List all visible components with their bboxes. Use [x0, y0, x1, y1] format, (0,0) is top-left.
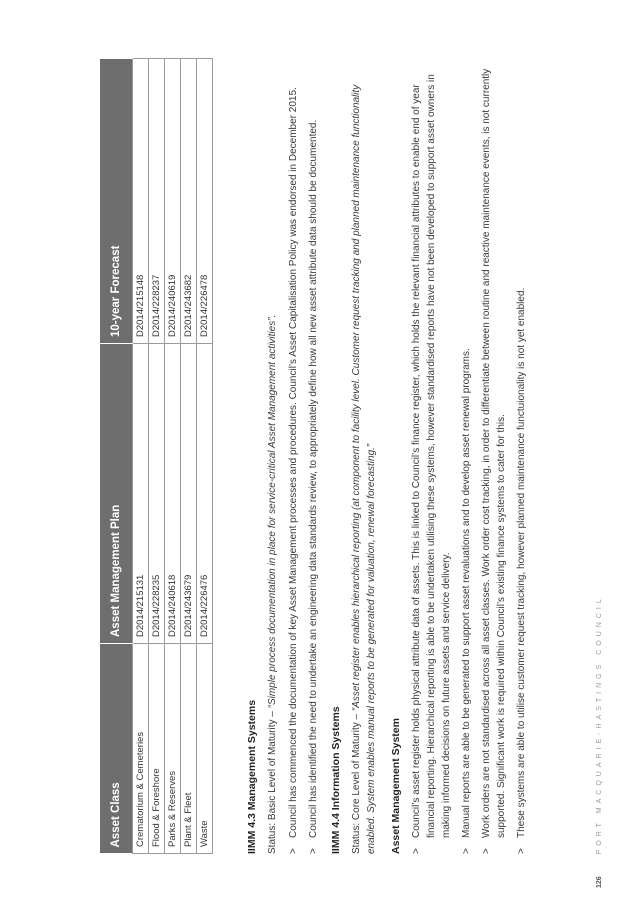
table-row — [149, 59, 165, 854]
cell-asset-class: Plant & Fleet — [181, 644, 197, 854]
cell-asset-class: Waste — [197, 644, 213, 854]
body-content — [245, 54, 537, 854]
cell-forecast-ref: D2014/243682 — [181, 59, 197, 344]
subsection-heading: Asset Management System — [390, 718, 402, 854]
table-row — [197, 59, 213, 854]
table-row — [165, 59, 181, 854]
bullet-item — [306, 54, 321, 854]
cell-forecast-ref: D2014/215148 — [133, 59, 149, 344]
section-information-systems — [329, 54, 529, 854]
column-header-asset-class: Asset Class — [100, 644, 133, 854]
cell-plan-ref: D2014/226476 — [197, 344, 213, 644]
bullet-marker: > — [411, 848, 422, 854]
bullet-item — [479, 54, 509, 854]
bullet-marker: > — [516, 848, 527, 854]
bullet-text: These systems are able to utilise customer request tracking, however planned maintenance functuionality is not yet enabled. — [516, 287, 527, 838]
column-header-asset-management-plan: Asset Management Plan — [100, 344, 133, 644]
column-header-forecast: 10-year Forecast — [100, 59, 133, 344]
cell-forecast-ref: D2014/228237 — [149, 59, 165, 344]
section-heading: IIMM 4.4 Information Systems — [330, 706, 342, 854]
bullet-text: Work orders are not standardised across all asset classes. Work order cost tracking, in order to differentiate between routine and reactive maintenance events, is not currently supported. Significant work is required within Council’s existing finance systems to cater for this. — [481, 68, 507, 838]
status-quote: “Simple process documentation in place for service-critical Asset Management activities”. — [267, 314, 278, 709]
bullet-text: Council’s asset register holds physical attribute data of assets. This is linked to Council’s finance register, which holds the relevant financial attributes to enable end of year financial reporting. Hierarchical reporting is able to be undertaken utilising these systems, however standardised reports have not been developed to support asset owners in making informed decisions on future assets and service delivery. — [411, 74, 452, 838]
section-heading: IIMM 4.3 Management Systems — [246, 699, 258, 854]
cell-asset-class: Crematorium & Cemeteries — [133, 644, 149, 854]
cell-plan-ref: D2014/215131 — [133, 344, 149, 644]
table-row — [181, 59, 197, 854]
table-header-row — [100, 59, 133, 854]
bullet-text: Council has identified the need to undertake an engineering data standards review, to appropriately define how all new asset attribute data should be documented. — [308, 119, 319, 838]
bullet-marker: > — [308, 848, 319, 854]
section-management-systems — [245, 54, 321, 854]
bullet-item — [286, 54, 301, 854]
cell-asset-class: Flood & Foreshore — [149, 644, 165, 854]
page-number: 126 — [596, 876, 603, 888]
bullet-text: Manual reports are able to be generated to support asset revaluations and to develop asset renewal programs. — [461, 348, 472, 838]
status-prefix: Status: Core Level of Maturity – — [351, 711, 362, 854]
cell-plan-ref: D2014/243679 — [181, 344, 197, 644]
status-prefix: Status: Basic Level of Maturity – — [267, 708, 278, 854]
cell-forecast-ref: D2014/226478 — [197, 59, 213, 344]
bullet-item — [459, 54, 474, 854]
page-footer — [596, 8, 603, 888]
bullet-marker: > — [461, 848, 472, 854]
asset-plan-table — [100, 58, 213, 854]
footer-council-name: PORT MACQUARIE-HASTINGS COUNCIL — [596, 595, 603, 855]
bullet-item — [409, 54, 454, 854]
cell-forecast-ref: D2014/240619 — [165, 59, 181, 344]
status-line — [265, 54, 280, 854]
bullet-text: Council has commenced the documentation of key Asset Management processes and procedures. Council’s Asset Capitalisation Policy was endorsed in December 2015. — [288, 87, 299, 838]
bullet-marker: > — [288, 848, 299, 854]
status-line — [349, 54, 379, 854]
bullet-item — [514, 54, 529, 854]
cell-asset-class: Parks & Reserves — [165, 644, 181, 854]
table-row — [133, 59, 149, 854]
status-quote: “Asset register enables hierarchical reporting (at component to facility level. Customer request tracking and planned maintenance functionality enabled. System enables manual reports to be generated for valuation, renewal forecasting.” — [351, 84, 377, 854]
cell-plan-ref: D2014/240618 — [165, 344, 181, 644]
cell-plan-ref: D2014/228235 — [149, 344, 165, 644]
bullet-marker: > — [481, 848, 492, 854]
